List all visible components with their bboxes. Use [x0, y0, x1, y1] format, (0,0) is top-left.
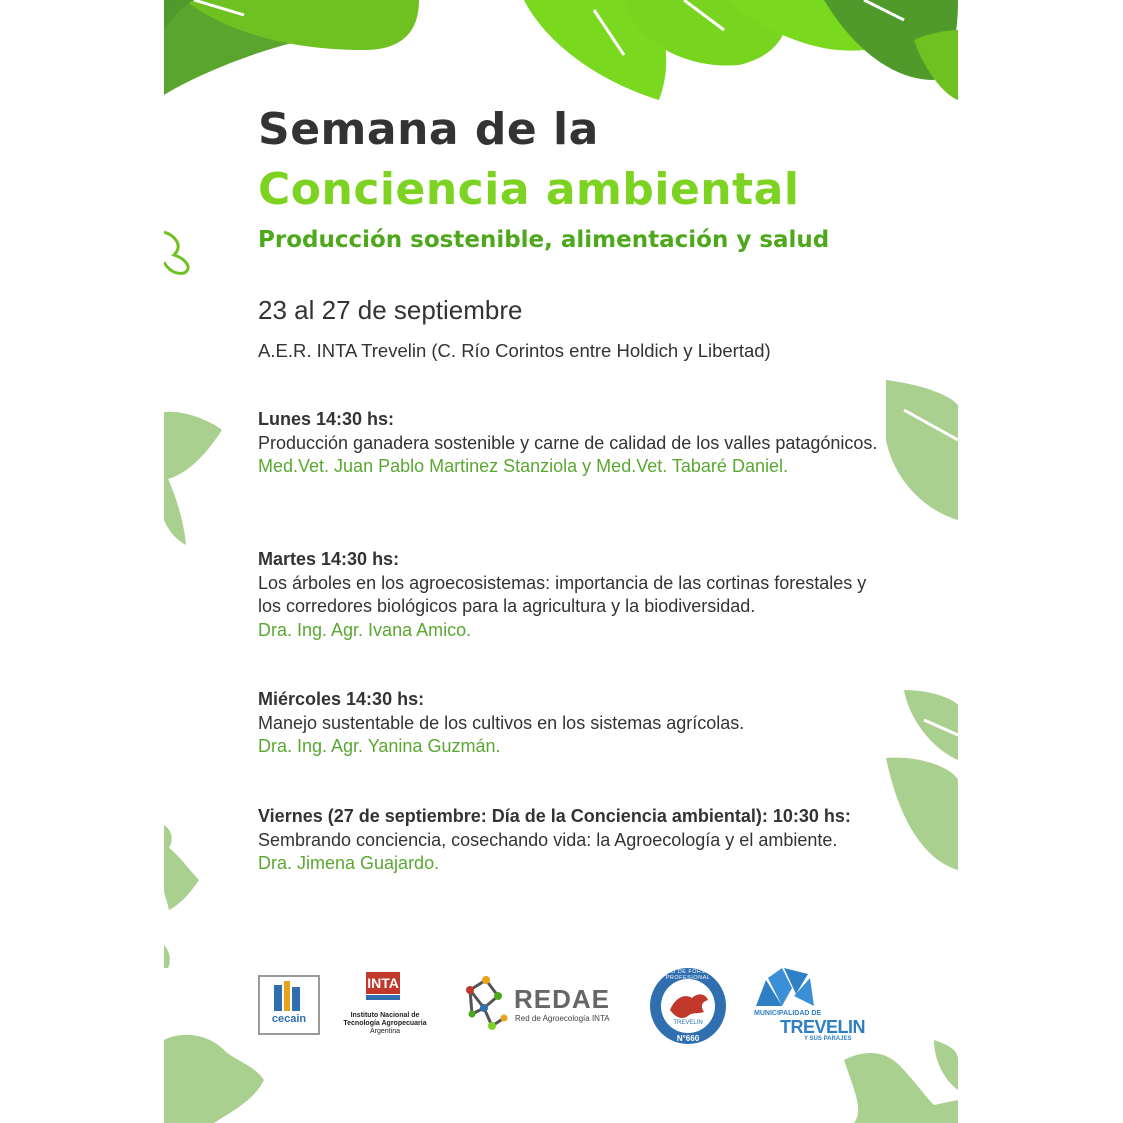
session-friday [258, 805, 898, 876]
inta-line-2: Tecnología Agropecuaria [343, 1020, 427, 1027]
session-speaker: Dra. Ing. Agr. Ivana Amico. [258, 619, 472, 640]
inta-line-3: Argentina [370, 1028, 400, 1035]
muni-name: TREVELIN [780, 1017, 866, 1037]
session-topic: Sembrando conciencia, cosechando vida: la Agroecología y el ambiente. [258, 829, 838, 850]
inta-text [342, 1012, 428, 1036]
redae-name: REDAE [514, 984, 611, 1014]
session-topic: Manejo sustentable de los cultivos en los sistemas agrícolas. [258, 712, 745, 733]
session-tuesday [258, 548, 878, 642]
inta-stripe [366, 995, 400, 1000]
session-day: Miércoles 14:30 hs: [258, 689, 425, 709]
session-monday [258, 408, 878, 479]
session-speaker: Med.Vet. Juan Pablo Martinez Stanziola y Med.Vet. Tabaré Daniel. [258, 456, 788, 476]
title-line-2: Conciencia ambiental [258, 164, 800, 215]
inta-line-1: Instituto Nacional de [350, 1012, 420, 1019]
redae-network-icon [462, 974, 510, 1034]
muni-sub: Y SUS PARAJES [804, 1036, 852, 1042]
session-day: Viernes (27 de septiembre: Día de la Conciencia ambiental): 10:30 hs: [258, 806, 851, 826]
cfp-number: N°660 [676, 1034, 700, 1043]
subtitle: Producción sostenible, alimentación y salud [258, 227, 830, 253]
cecain-label: cecain [271, 1013, 307, 1025]
event-location: A.E.R. INTA Trevelin (C. Río Corintos entre Holdich y Libertad) [258, 340, 771, 361]
redae-subtitle: Red de Agroecología INTA [515, 1014, 610, 1023]
cfp-ring-text: CENTRO DE FORMACION PROFESIONAL [649, 969, 727, 981]
cfp-town: TREVELIN [673, 1020, 703, 1026]
inta-mark: INTA [366, 972, 400, 994]
redae-logo [462, 974, 612, 1034]
session-topic: Producción ganadera sostenible y carne de calidad de los valles patagónicos. [258, 432, 878, 453]
trevelin-logo [752, 966, 867, 1044]
session-day: Lunes 14:30 hs: [258, 409, 395, 429]
cecain-logo [258, 975, 320, 1035]
muni-top: MUNICIPALIDAD DE [754, 1010, 822, 1017]
poster [164, 0, 958, 1123]
event-dates: 23 al 27 de septiembre [258, 295, 523, 325]
session-wednesday [258, 688, 878, 759]
cfp-logo [648, 966, 728, 1046]
session-speaker: Dra. Jimena Guajardo. [258, 853, 440, 873]
sponsor-logos [164, 960, 958, 1050]
session-day: Martes 14:30 hs: [258, 549, 400, 569]
title-line-1: Semana de la [258, 104, 599, 155]
session-topic: Los árboles en los agroecosistemas: importancia de las cortinas forestales y los corredores biológicos para la agricultura y la biodiversidad. [258, 572, 867, 616]
inta-logo [342, 968, 428, 1048]
trevelin-emblem-icon [752, 966, 816, 1010]
cecain-mark-icon [260, 977, 318, 1017]
session-speaker: Dra. Ing. Agr. Yanina Guzmán. [258, 736, 501, 756]
